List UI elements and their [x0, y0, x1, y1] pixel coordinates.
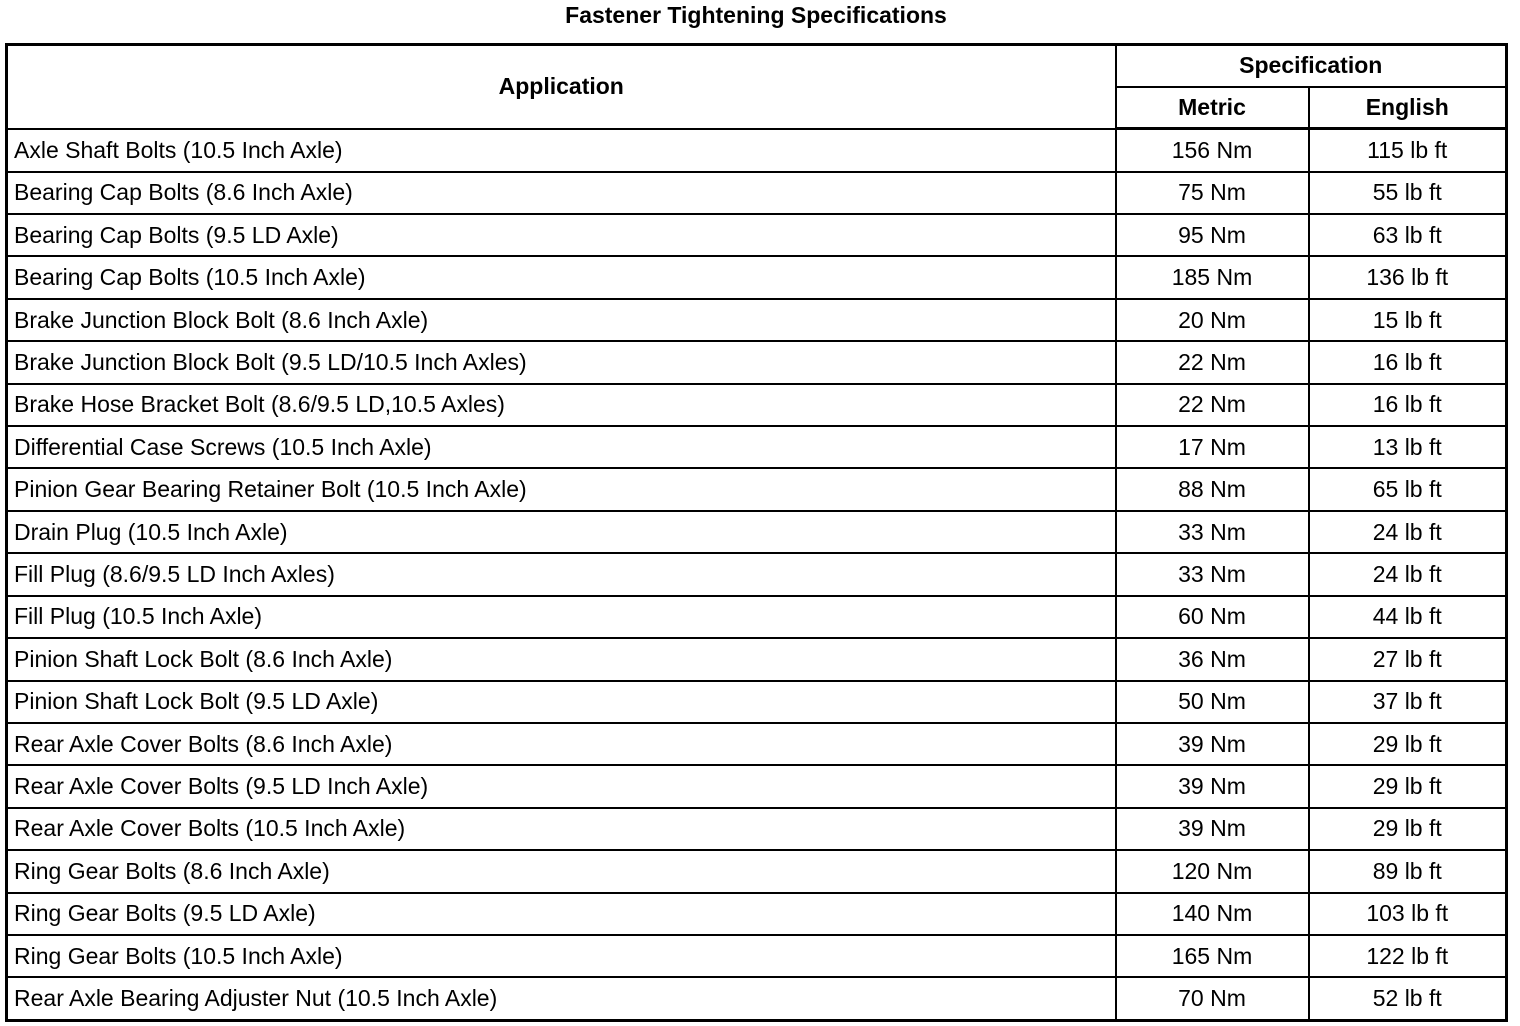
table-row	[7, 172, 1507, 214]
table-row	[7, 723, 1507, 765]
metric-cell: 39 Nm	[1116, 765, 1309, 807]
application-cell: Pinion Gear Bearing Retainer Bolt (10.5 Inch Axle)	[7, 468, 1116, 510]
table-row	[7, 977, 1507, 1020]
english-cell: 15 lb ft	[1309, 299, 1507, 341]
english-cell: 29 lb ft	[1309, 765, 1507, 807]
table-row	[7, 893, 1507, 935]
table-row	[7, 681, 1507, 723]
metric-cell: 33 Nm	[1116, 553, 1309, 595]
application-cell: Bearing Cap Bolts (10.5 Inch Axle)	[7, 256, 1116, 298]
table-row	[7, 384, 1507, 426]
application-cell: Brake Junction Block Bolt (9.5 LD/10.5 Inch Axles)	[7, 341, 1116, 383]
metric-cell: 39 Nm	[1116, 808, 1309, 850]
metric-cell: 95 Nm	[1116, 214, 1309, 256]
application-cell: Ring Gear Bolts (10.5 Inch Axle)	[7, 935, 1116, 977]
metric-cell: 33 Nm	[1116, 511, 1309, 553]
table-header	[7, 45, 1507, 129]
application-cell: Ring Gear Bolts (9.5 LD Axle)	[7, 893, 1116, 935]
specification-column-header: Specification	[1116, 45, 1507, 87]
english-cell: 115 lb ft	[1309, 129, 1507, 172]
metric-cell: 88 Nm	[1116, 468, 1309, 510]
english-cell: 13 lb ft	[1309, 426, 1507, 468]
metric-cell: 165 Nm	[1116, 935, 1309, 977]
metric-cell: 70 Nm	[1116, 977, 1309, 1020]
english-cell: 44 lb ft	[1309, 596, 1507, 638]
application-cell: Bearing Cap Bolts (9.5 LD Axle)	[7, 214, 1116, 256]
english-cell: 65 lb ft	[1309, 468, 1507, 510]
metric-cell: 75 Nm	[1116, 172, 1309, 214]
header-row-top	[7, 45, 1507, 87]
application-cell: Brake Hose Bracket Bolt (8.6/9.5 LD,10.5 Axles)	[7, 384, 1116, 426]
application-cell: Rear Axle Bearing Adjuster Nut (10.5 Inch Axle)	[7, 977, 1116, 1020]
table-row	[7, 511, 1507, 553]
application-cell: Axle Shaft Bolts (10.5 Inch Axle)	[7, 129, 1116, 172]
english-column-header: English	[1309, 87, 1507, 129]
table-row	[7, 765, 1507, 807]
table-row	[7, 341, 1507, 383]
english-cell: 89 lb ft	[1309, 850, 1507, 892]
table-row	[7, 426, 1507, 468]
metric-cell: 185 Nm	[1116, 256, 1309, 298]
application-cell: Differential Case Screws (10.5 Inch Axle)	[7, 426, 1116, 468]
table-row	[7, 468, 1507, 510]
metric-cell: 17 Nm	[1116, 426, 1309, 468]
table-row	[7, 553, 1507, 595]
english-cell: 27 lb ft	[1309, 638, 1507, 680]
metric-cell: 156 Nm	[1116, 129, 1309, 172]
english-cell: 136 lb ft	[1309, 256, 1507, 298]
table-row	[7, 256, 1507, 298]
metric-cell: 60 Nm	[1116, 596, 1309, 638]
english-cell: 29 lb ft	[1309, 808, 1507, 850]
table-row	[7, 214, 1507, 256]
application-column-header: Application	[7, 45, 1116, 129]
table-row	[7, 935, 1507, 977]
application-cell: Rear Axle Cover Bolts (10.5 Inch Axle)	[7, 808, 1116, 850]
metric-cell: 36 Nm	[1116, 638, 1309, 680]
metric-cell: 39 Nm	[1116, 723, 1309, 765]
english-cell: 16 lb ft	[1309, 384, 1507, 426]
english-cell: 37 lb ft	[1309, 681, 1507, 723]
metric-cell: 50 Nm	[1116, 681, 1309, 723]
english-cell: 24 lb ft	[1309, 553, 1507, 595]
application-cell: Pinion Shaft Lock Bolt (8.6 Inch Axle)	[7, 638, 1116, 680]
application-cell: Rear Axle Cover Bolts (8.6 Inch Axle)	[7, 723, 1116, 765]
metric-column-header: Metric	[1116, 87, 1309, 129]
fastener-spec-table	[5, 43, 1508, 1022]
metric-cell: 140 Nm	[1116, 893, 1309, 935]
english-cell: 24 lb ft	[1309, 511, 1507, 553]
application-cell: Ring Gear Bolts (8.6 Inch Axle)	[7, 850, 1116, 892]
metric-cell: 22 Nm	[1116, 341, 1309, 383]
metric-cell: 22 Nm	[1116, 384, 1309, 426]
table-row	[7, 129, 1507, 172]
application-cell: Brake Junction Block Bolt (8.6 Inch Axle)	[7, 299, 1116, 341]
application-cell: Fill Plug (10.5 Inch Axle)	[7, 596, 1116, 638]
application-cell: Bearing Cap Bolts (8.6 Inch Axle)	[7, 172, 1116, 214]
table-row	[7, 596, 1507, 638]
table-row	[7, 638, 1507, 680]
page-title: Fastener Tightening Specifications	[565, 2, 947, 28]
table-body	[7, 129, 1507, 1021]
metric-cell: 120 Nm	[1116, 850, 1309, 892]
english-cell: 55 lb ft	[1309, 172, 1507, 214]
metric-cell: 20 Nm	[1116, 299, 1309, 341]
application-cell: Rear Axle Cover Bolts (9.5 LD Inch Axle)	[7, 765, 1116, 807]
table-row	[7, 850, 1507, 892]
english-cell: 122 lb ft	[1309, 935, 1507, 977]
english-cell: 16 lb ft	[1309, 341, 1507, 383]
english-cell: 52 lb ft	[1309, 977, 1507, 1020]
english-cell: 103 lb ft	[1309, 893, 1507, 935]
english-cell: 63 lb ft	[1309, 214, 1507, 256]
application-cell: Fill Plug (8.6/9.5 LD Inch Axles)	[7, 553, 1116, 595]
table-row	[7, 808, 1507, 850]
application-cell: Pinion Shaft Lock Bolt (9.5 LD Axle)	[7, 681, 1116, 723]
application-cell: Drain Plug (10.5 Inch Axle)	[7, 511, 1116, 553]
english-cell: 29 lb ft	[1309, 723, 1507, 765]
table-row	[7, 299, 1507, 341]
